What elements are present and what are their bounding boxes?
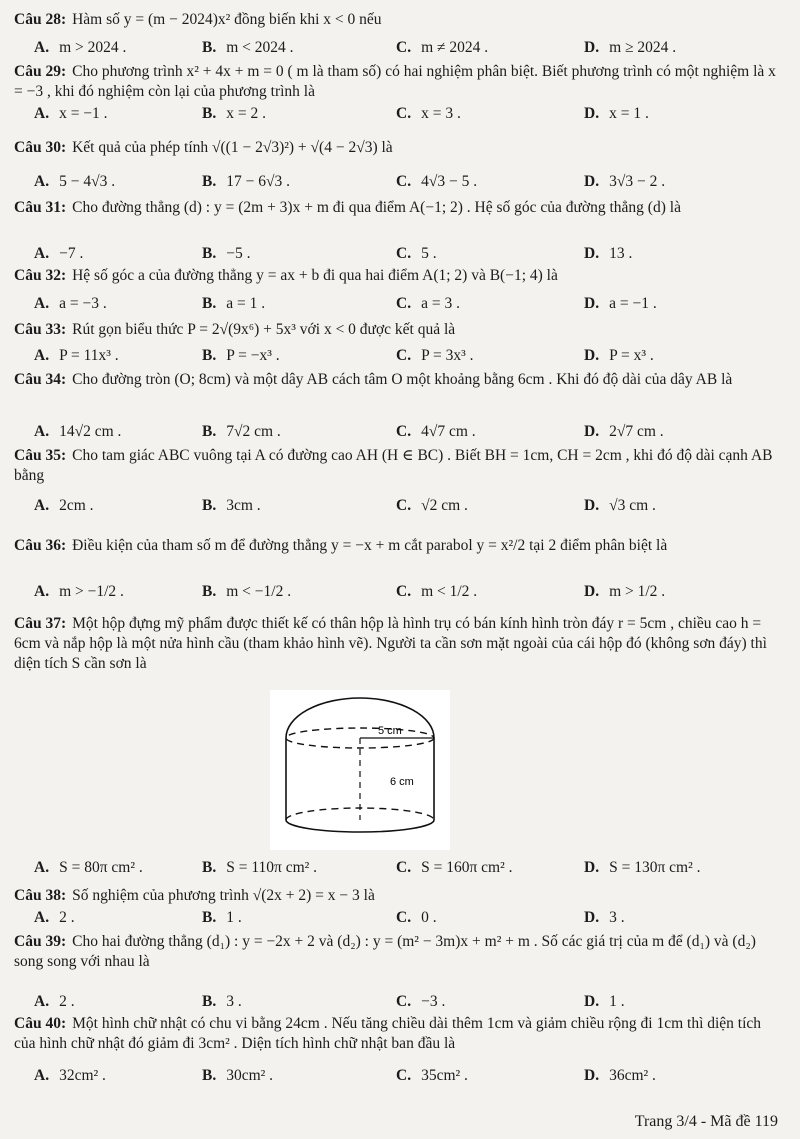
option-b[interactable]: B. −5 . (202, 245, 251, 262)
cylinder-hemisphere-figure (270, 690, 450, 850)
question-stem: Rút gọn biểu thức P = 2√(9x⁶) + 5x³ với x < 0 được kết quả là (72, 321, 456, 338)
option-d[interactable]: D. x = 1 . (584, 105, 649, 122)
options-row (14, 38, 786, 58)
options-row (14, 346, 786, 366)
question-stem: Cho hai đường thẳng (d₁) : y = −2x + 2 và (d₂) : y = (m² − 3m)x + m² + m . Số các giá trị của m để (d₁) và (d₂) song song với nhau là (14, 933, 756, 970)
question-36 (14, 536, 786, 600)
question-33 (14, 320, 786, 364)
options-row (14, 992, 786, 1012)
option-c[interactable]: C. P = 3x³ . (396, 347, 474, 364)
option-b[interactable]: B. m < −1/2 . (202, 583, 292, 600)
option-a[interactable]: A. 14√2 cm . (34, 423, 122, 440)
option-d[interactable]: D. P = x³ . (584, 347, 654, 364)
option-c[interactable]: C. S = 160π cm² . (396, 859, 513, 876)
options-row (14, 582, 786, 602)
option-b[interactable]: B. m < 2024 . (202, 39, 294, 56)
option-b[interactable]: B. 17 − 6√3 . (202, 173, 290, 190)
radius-label: 5 cm (378, 725, 402, 737)
question-29 (14, 62, 786, 122)
height-label: 6 cm (390, 776, 414, 788)
option-c[interactable]: C. −3 . (396, 993, 446, 1010)
option-a[interactable]: A. 2 . (34, 909, 75, 926)
option-c[interactable]: C. m < 1/2 . (396, 583, 478, 600)
option-a[interactable]: A. 32cm² . (34, 1067, 106, 1084)
question-35 (14, 446, 786, 514)
question-39 (14, 932, 786, 1010)
question-37 (14, 614, 786, 876)
question-stem: Điều kiện của tham số m để đường thẳng y = −x + m cắt parabol y = x²/2 tại 2 điểm phân biệt là (72, 537, 668, 554)
options-row (14, 496, 786, 516)
option-b[interactable]: B. 3cm . (202, 497, 261, 514)
option-c[interactable]: C. 0 . (396, 909, 437, 926)
option-b[interactable]: B. 30cm² . (202, 1067, 274, 1084)
option-b[interactable]: B. 7√2 cm . (202, 423, 281, 440)
question-number: Câu 31: (14, 199, 67, 216)
question-30 (14, 138, 786, 190)
options-row (14, 908, 786, 928)
question-32 (14, 266, 786, 312)
question-38 (14, 886, 786, 926)
option-d[interactable]: D. 36cm² . (584, 1067, 656, 1084)
option-b[interactable]: B. S = 110π cm² . (202, 859, 318, 876)
option-d[interactable]: D. √3 cm . (584, 497, 656, 514)
question-number: Câu 29: (14, 63, 67, 80)
option-a[interactable]: A. −7 . (34, 245, 84, 262)
question-number: Câu 32: (14, 267, 67, 284)
option-c[interactable]: C. a = 3 . (396, 295, 460, 312)
question-stem: Hệ số góc a của đường thẳng y = ax + b đi qua hai điểm A(1; 2) và B(−1; 4) là (72, 267, 558, 284)
question-stem: Cho tam giác ABC vuông tại A có đường cao AH (H ∈ BC) . Biết BH = 1cm, CH = 2cm , khi đó độ dài cạnh AB bằng (14, 447, 773, 484)
option-d[interactable]: D. m ≥ 2024 . (584, 39, 677, 56)
option-b[interactable]: B. P = −x³ . (202, 347, 280, 364)
page-footer: Trang 3/4 - Mã đề 119 (634, 1113, 778, 1130)
option-a[interactable]: A. m > 2024 . (34, 39, 127, 56)
option-a[interactable]: A. P = 11x³ . (34, 347, 119, 364)
question-stem: Hàm số y = (m − 2024)x² đồng biến khi x < 0 nếu (72, 11, 382, 28)
option-a[interactable]: A. 2cm . (34, 497, 94, 514)
option-d[interactable]: D. S = 130π cm² . (584, 859, 701, 876)
option-b[interactable]: B. 1 . (202, 909, 242, 926)
option-a[interactable]: A. S = 80π cm² . (34, 859, 143, 876)
options-row (14, 858, 786, 878)
question-stem: Cho đường thẳng (d) : y = (2m + 3)x + m đi qua điểm A(−1; 2) . Hệ số góc của đường thẳng (d) là (72, 199, 681, 216)
option-d[interactable]: D. 3√3 − 2 . (584, 173, 666, 190)
question-stem: Cho đường tròn (O; 8cm) và một dây AB cách tâm O một khoảng bằng 6cm . Khi đó độ dài của dây AB là (72, 371, 733, 388)
question-number: Câu 40: (14, 1015, 67, 1032)
question-number: Câu 35: (14, 447, 67, 464)
options-row (14, 1066, 786, 1086)
options-row (14, 244, 786, 264)
option-c[interactable]: C. 4√7 cm . (396, 423, 476, 440)
options-row (14, 422, 786, 442)
question-number: Câu 28: (14, 11, 67, 28)
question-28 (14, 10, 786, 56)
option-d[interactable]: D. 13 . (584, 245, 633, 262)
options-row (14, 294, 786, 314)
option-a[interactable]: A. m > −1/2 . (34, 583, 124, 600)
option-d[interactable]: D. 3 . (584, 909, 625, 926)
question-34 (14, 370, 786, 440)
option-a[interactable]: A. a = −3 . (34, 295, 107, 312)
question-number: Câu 39: (14, 933, 67, 950)
option-c[interactable]: C. 4√3 − 5 . (396, 173, 478, 190)
option-c[interactable]: C. x = 3 . (396, 105, 461, 122)
option-b[interactable]: B. x = 2 . (202, 105, 266, 122)
question-40 (14, 1014, 786, 1084)
question-stem: Một hình chữ nhật có chu vi bằng 24cm . Nếu tăng chiều dài thêm 1cm và giảm chiều rộng đi 1cm thì diện tích của hình chữ nhật đó giảm đi 3cm² . Diện tích hình chữ nhật ban đầu là (14, 1015, 762, 1052)
option-c[interactable]: C. m ≠ 2024 . (396, 39, 489, 56)
option-b[interactable]: B. 3 . (202, 993, 242, 1010)
question-stem: Một hộp đựng mỹ phẩm được thiết kế có thân hộp là hình trụ có bán kính hình tròn đáy r = 5cm , chiều cao h = 6cm và nắp hộp là một nửa hình cầu (tham khảo hình vẽ). Người ta cần sơn mặt ngoài của cái hộp đó (không sơn đáy) thì diện tích S cần sơn là (14, 615, 767, 672)
option-d[interactable]: D. 2√7 cm . (584, 423, 664, 440)
option-d[interactable]: D. m > 1/2 . (584, 583, 666, 600)
option-a[interactable]: A. x = −1 . (34, 105, 108, 122)
option-a[interactable]: A. 5 − 4√3 . (34, 173, 116, 190)
option-a[interactable]: A. 2 . (34, 993, 75, 1010)
option-d[interactable]: D. a = −1 . (584, 295, 657, 312)
option-d[interactable]: D. 1 . (584, 993, 625, 1010)
question-number: Câu 34: (14, 371, 67, 388)
question-31 (14, 198, 786, 262)
question-stem: Số nghiệm của phương trình √(2x + 2) = x − 3 là (72, 887, 375, 904)
question-number: Câu 36: (14, 537, 67, 554)
option-c[interactable]: C. 5 . (396, 245, 437, 262)
options-row (14, 172, 786, 192)
options-row (14, 104, 786, 124)
question-number: Câu 37: (14, 615, 67, 632)
question-stem: Cho phương trình x² + 4x + m = 0 ( m là tham số) có hai nghiệm phân biệt. Biết phương trình có một nghiệm là x = −3 , khi đó nghiệm còn lại của phương trình là (14, 63, 776, 100)
question-number: Câu 38: (14, 887, 67, 904)
question-number: Câu 30: (14, 139, 67, 156)
question-stem: Kết quả của phép tính √((1 − 2√3)²) + √(4 − 2√3) là (72, 139, 393, 156)
option-c[interactable]: C. √2 cm . (396, 497, 468, 514)
question-number: Câu 33: (14, 321, 67, 338)
option-c[interactable]: C. 35cm² . (396, 1067, 468, 1084)
option-b[interactable]: B. a = 1 . (202, 295, 266, 312)
